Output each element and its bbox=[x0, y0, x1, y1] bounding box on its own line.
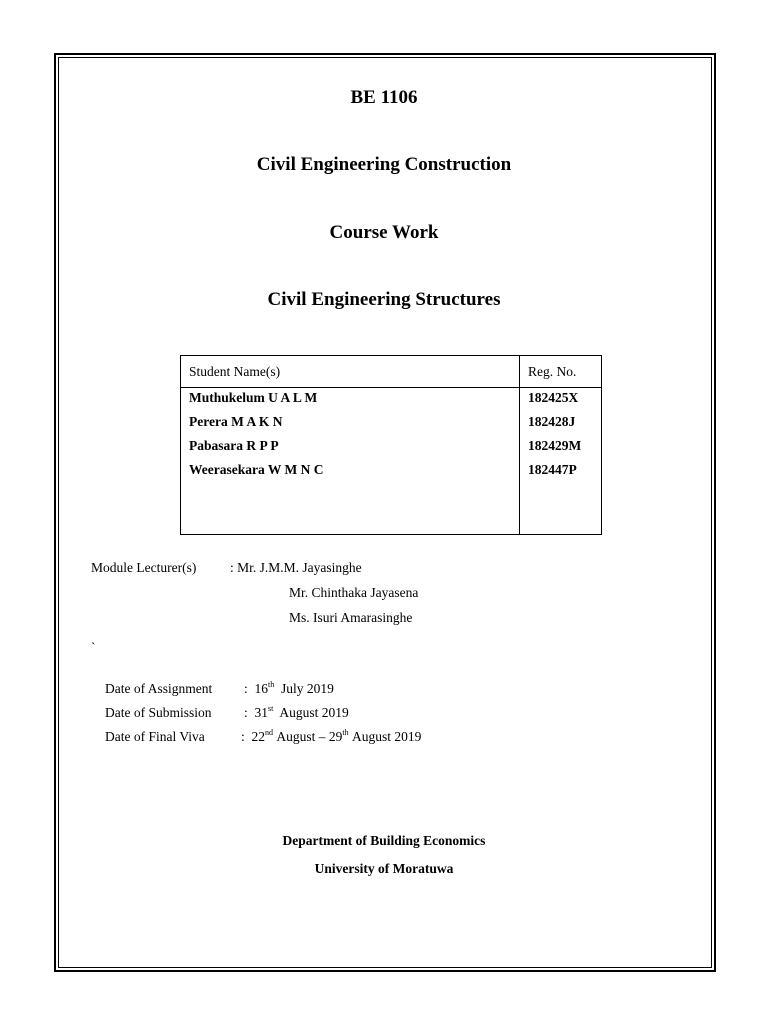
student-name: Perera M A K N bbox=[189, 414, 283, 429]
coursework-topic: Civil Engineering Structures bbox=[267, 289, 501, 310]
separator: : bbox=[244, 705, 248, 720]
date-day: 31 bbox=[254, 705, 269, 720]
table-body-row bbox=[181, 388, 602, 535]
date-submission-value bbox=[244, 705, 349, 721]
lecturers-label: Module Lecturer(s) bbox=[91, 560, 197, 575]
table-header-row bbox=[181, 356, 602, 388]
department-name: Department of Building Economics bbox=[282, 833, 486, 848]
student-name: Pabasara R P P bbox=[189, 438, 279, 453]
student-names-cell bbox=[181, 388, 520, 535]
reg-number: 182447P bbox=[528, 462, 577, 477]
date-assignment-value bbox=[244, 681, 334, 697]
separator: : bbox=[241, 729, 245, 744]
students-table bbox=[180, 355, 602, 535]
course-code: BE 1106 bbox=[350, 87, 418, 108]
date-suffix: st bbox=[268, 704, 274, 713]
date-viva-value bbox=[241, 729, 421, 745]
separator: : bbox=[244, 681, 248, 696]
date-submission-label: Date of Submission bbox=[105, 705, 212, 720]
lecturer-name: Mr. Chinthaka Jayasena bbox=[289, 585, 419, 600]
student-name: Weerasekara W M N C bbox=[189, 462, 324, 477]
date-rest: July 2019 bbox=[281, 681, 334, 696]
reg-number: 182429M bbox=[528, 438, 582, 453]
date-viva-label: Date of Final Viva bbox=[105, 729, 205, 744]
reg-number: 182425X bbox=[528, 390, 579, 405]
date-suffix: th bbox=[268, 680, 275, 689]
header-student-names: Student Name(s) bbox=[181, 356, 520, 388]
header-reg-no: Reg. No. bbox=[520, 356, 602, 388]
date-assignment-label: Date of Assignment bbox=[105, 681, 213, 696]
date-middle: August – bbox=[276, 729, 326, 744]
date-rest: August 2019 bbox=[352, 729, 422, 744]
date-day: 29 bbox=[328, 729, 343, 744]
university-name: University of Moratuwa bbox=[314, 861, 454, 876]
date-day: 16 bbox=[254, 681, 269, 696]
date-suffix: th bbox=[342, 728, 349, 737]
stray-mark: ` bbox=[91, 640, 96, 655]
lecturer-name: Ms. Isuri Amarasinghe bbox=[289, 610, 413, 625]
date-rest: August 2019 bbox=[279, 705, 349, 720]
date-suffix: nd bbox=[265, 728, 274, 737]
module-title: Civil Engineering Construction bbox=[256, 154, 512, 175]
date-day: 22 bbox=[251, 729, 266, 744]
reg-numbers-cell bbox=[520, 388, 602, 535]
student-name: Muthukelum U A L M bbox=[189, 390, 318, 405]
lecturer-name: : Mr. J.M.M. Jayasinghe bbox=[230, 560, 362, 575]
reg-number: 182428J bbox=[528, 414, 576, 429]
document-type: Course Work bbox=[329, 222, 439, 243]
